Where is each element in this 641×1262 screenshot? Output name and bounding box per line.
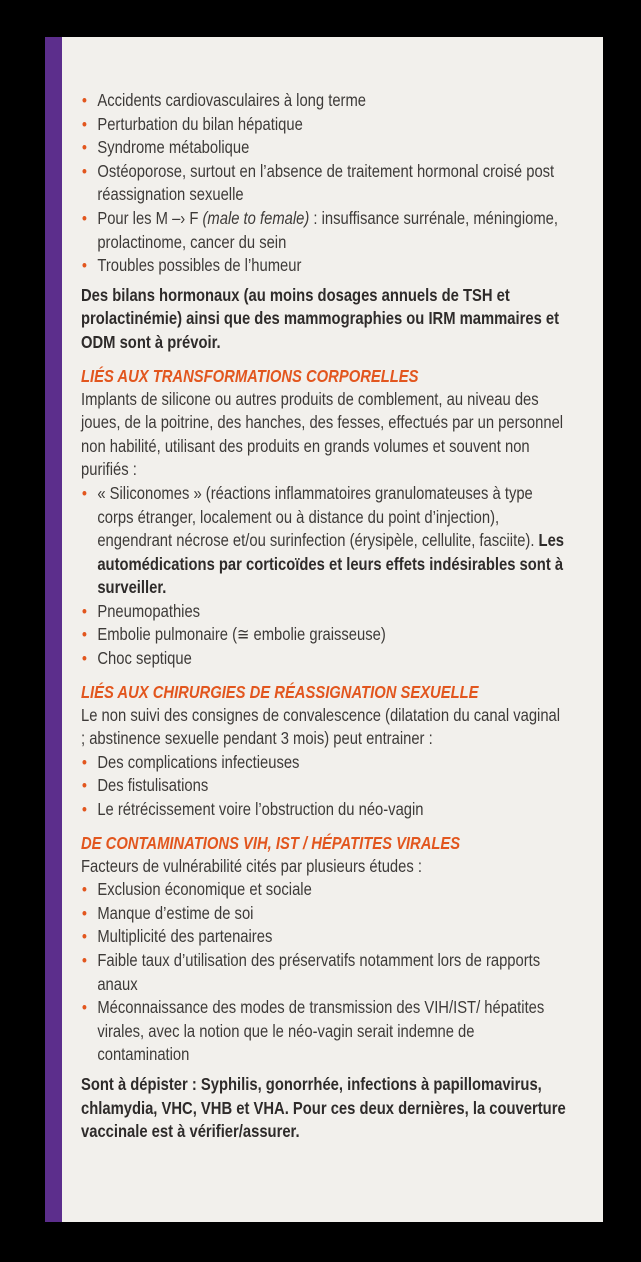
list-item: • Accidents cardiovasculaires à long terme <box>81 89 567 113</box>
siliconomes-text: « Siliconomes » (réactions inflammatoires granulomateuses à type corps étranger, localement ou à distance du point d’injection), engendrant nécrose et/ou surinfection (érysipèle, cellulite, fasciite). <box>97 482 539 551</box>
list-item: • Le rétrécissement voire l’obstruction du néo-vagin <box>81 798 567 822</box>
section-title-body-transformations: LIÉS AUX TRANSFORMATIONS CORPORELLES <box>81 365 419 386</box>
hormonal-risks-list <box>81 89 567 278</box>
mtf-prefix: Pour les M –› F <box>97 207 203 228</box>
list-item-mtf <box>81 207 567 254</box>
list-item: • Perturbation du bilan hépatique <box>81 113 567 137</box>
section-intro: Implants de silicone ou autres produits de comblement, au niveau des joues, de la poitrine, des hanches, des fesses, effectués par un personnel non habilité, utilisant des produits en grands volumes et souvent non purifiés : <box>81 388 564 480</box>
vulnerability-factors-list <box>81 878 567 1067</box>
leaflet-page <box>45 37 603 1222</box>
body-transformation-risks-list <box>81 482 567 671</box>
list-item-siliconomes <box>81 482 567 600</box>
leaflet-content <box>81 89 567 1144</box>
section-intro: Facteurs de vulnérabilité cités par plusieurs études : <box>81 855 422 876</box>
list-item: • Des fistulisations <box>81 774 567 798</box>
list-item: • Embolie pulmonaire (≅ embolie graisseuse) <box>81 623 567 647</box>
list-item: • Multiplicité des partenaires <box>81 925 567 949</box>
list-item: • Pneumopathies <box>81 600 567 624</box>
list-item: • Méconnaissance des modes de transmission des VIH/IST/ hépatites virales, avec la notion que le néo-vagin serait indemne de contamination <box>81 996 567 1067</box>
surgery-risks-list <box>81 751 567 822</box>
list-item: • Choc septique <box>81 647 567 671</box>
list-item: • Exclusion économique et sociale <box>81 878 567 902</box>
mtf-italic: (male to female) <box>202 207 310 228</box>
siliconomes-bold-note: Les automédications par corticoïdes et leurs effets indésirables sont à surveiller. <box>97 530 565 598</box>
screening-note: Sont à dépister : Syphilis, gonorrhée, infections à papillomavirus, chlamydia, VHC, VHB et VHA. Pour ces deux dernières, la couverture vaccinale est à vérifier/assurer. <box>81 1073 566 1142</box>
section-intro: Le non suivi des consignes de convalescence (dilatation du canal vaginal ; abstinence sexuelle pendant 3 mois) peut entrainer : <box>81 704 561 749</box>
section-title-contamination: DE CONTAMINATIONS VIH, IST / HÉPATITES VIRALES <box>81 832 461 853</box>
list-item: • Troubles possibles de l’humeur <box>81 254 567 278</box>
list-item: • Manque d’estime de soi <box>81 902 567 926</box>
mtf-suffix: : insuffisance surrénale, méningiome, prolactinome, cancer du sein <box>97 207 558 252</box>
hormonal-checkup-note: Des bilans hormonaux (au moins dosages annuels de TSH et prolactinémie) ainsi que des mammographies ou IRM mammaires et ODM sont à prévoir. <box>81 284 560 352</box>
list-item: • Ostéoporose, surtout en l’absence de traitement hormonal croisé post réassignation sexuelle <box>81 160 567 207</box>
list-item: • Syndrome métabolique <box>81 136 567 160</box>
section-title-surgery: LIÉS AUX CHIRURGIES DE RÉASSIGNATION SEXUELLE <box>81 681 479 702</box>
list-item: • Des complications infectieuses <box>81 751 567 775</box>
list-item: • Faible taux d’utilisation des préservatifs notamment lors de rapports anaux <box>81 949 567 996</box>
purple-side-stripe <box>45 37 62 1222</box>
